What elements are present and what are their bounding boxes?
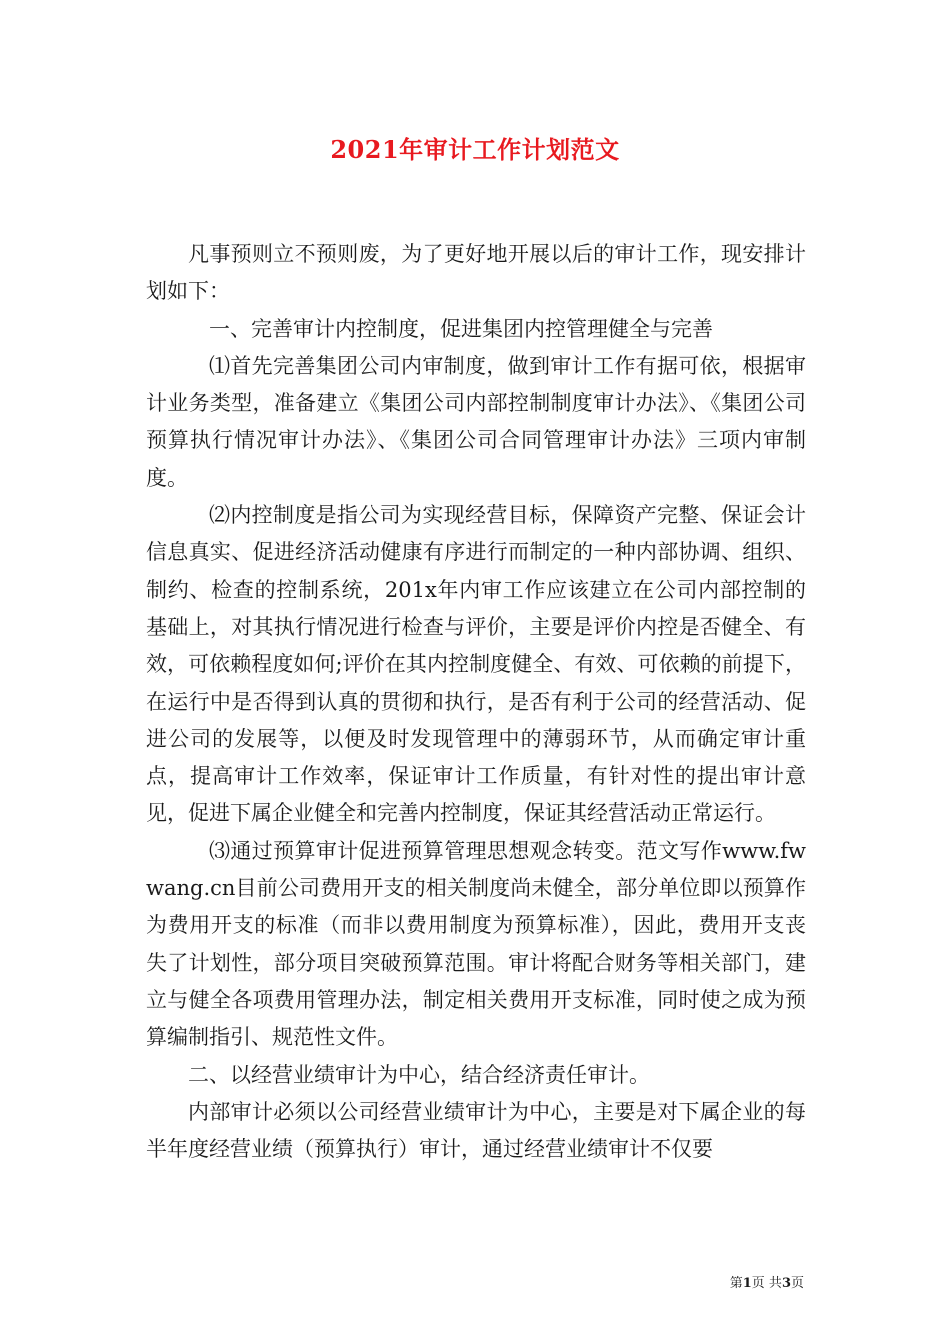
page-number-suffix: 页 [790,1276,804,1291]
section-heading-2: 二、以经营业绩审计为中心，结合经济责任审计。 [188,1062,650,1087]
section-heading-1: 一、完善审计内控制度，促进集团内控管理健全与完善 [209,316,713,341]
paragraph-item-2: ⑵内控制度是指公司为实现经营目标，保障资产完整、保证会计信息真实、促进经济活动健康有序进行而制定的一种内部协调、组织、制约、检查的控制系统，201x年内审工作应该建立在公司内部控制的基础上，对其执行情况进行检查与评价，主要是评价内控是否健全、有效，可依赖程度如何;评价在其内控制度健全、有效、可依赖的前提下，在运行中是否得到认真的贯彻和执行，是否有利于公司的经营活动、促进公司的发展等，以便及时发现管理中的薄弱环节，从而确定审计重点，提高审计工作效率，保证审计工作质量，有针对性的提出审计意见，促进下属企业健全和完善内控制度，保证其经营活动正常运行。 [146,503,806,826]
page-number-total: 3 [781,1276,791,1291]
paragraph-section-2: 内部审计必须以公司经营业绩审计为中心，主要是对下属企业的每半年度经营业绩（预算执行）审计，通过经营业绩审计不仅要 [146,1099,806,1162]
page-number-middle: 页 共 [751,1276,782,1291]
paragraph-item-3: ⑶通过预算审计促进预算管理思想观念转变。范文写作www.fwwang.cn目前公司费用开支的相关制度尚未健全，部分单位即以预算作为费用开支的标准（而非以费用制度为预算标准），因此，费用开支丧失了计划性，部分项目突破预算范围。审计将配合财务等相关部门，建立与健全各项费用管理办法，制定相关费用开支标准，同时使之成为预算编制指引、规范性文件。 [146,838,806,1050]
page-number-prefix: 第 [729,1276,743,1291]
paragraph-intro: 凡事预则立不预则废，为了更好地开展以后的审计工作，现安排计划如下： [146,242,806,304]
page-number-current: 1 [742,1276,752,1291]
page-number [730,1274,804,1294]
paragraph-item-1: ⑴首先完善集团公司内审制度，做到审计工作有据可依，根据审计业务类型，准备建立《集团公司内部控制制度审计办法》、《集团公司预算执行情况审计办法》、《集团公司合同管理审计办法》三项内审制度。 [146,353,806,490]
document-body [146,236,806,1168]
document-title: 2021年审计工作计划范文 [330,135,620,164]
